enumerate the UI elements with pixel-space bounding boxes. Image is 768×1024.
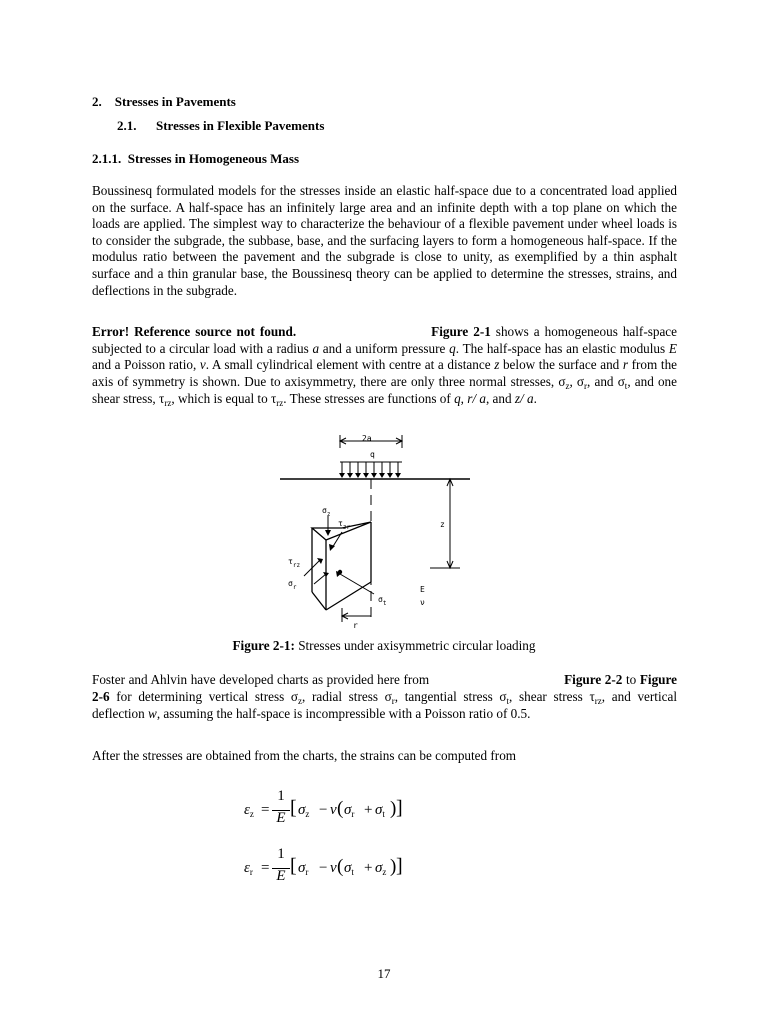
arrow-sigma-r bbox=[314, 574, 326, 584]
label-r: r bbox=[353, 621, 358, 630]
element-centre-point bbox=[338, 570, 342, 574]
section-heading-2-1-1: 2.1.1. Stresses in Homogeneous Mass bbox=[92, 151, 300, 166]
section-heading-2-1: 2.1. Stresses in Flexible Pavements bbox=[117, 118, 325, 133]
paragraph-strains-intro: After the stresses are obtained from the charts, the strains can be computed from bbox=[92, 748, 517, 763]
label-2a: 2a bbox=[362, 434, 372, 443]
element-bottom-left bbox=[312, 592, 326, 610]
label-z: z bbox=[440, 520, 445, 529]
label-q: q bbox=[370, 450, 375, 459]
equation-epsilon-r: $\varepsilon_r$ = 1 E [ $\sigma_r$ − ν ( $\sigma_t$ + $\sigma_z$ ) ] bbox=[244, 846, 403, 884]
error-reference: Error! Reference source not found. bbox=[92, 324, 297, 339]
label-sigma-r: $\sigma_r$ bbox=[288, 579, 297, 591]
figure-2-2-link[interactable]: Figure 2-2 bbox=[564, 672, 623, 687]
section-heading-2: 2. Stresses in Pavements bbox=[92, 94, 236, 109]
figure-2-6-link[interactable]: Figure 2-6 bbox=[92, 672, 677, 704]
label-E: E bbox=[420, 585, 425, 594]
paragraph-foster-ahlvin: Foster and Ahlvin have developed charts as provided here from Figure 2-2 to Figure 2-6 for determining vertical stress $\sigma_z$, radial stress $\sigma_r$, tangential stress $\sigma_t$, shear stress $\tau_{rz}$, and vertical deflection w, assuming the half-space is incompressible with a Poisson ratio of 0.5. bbox=[92, 672, 677, 722]
paragraph-figure-description: Error! Reference source not found. Figure 2-1 shows a homogeneous half-space subjected to a circular load with a radius a and a uniform pressure q. The half-space has an elastic modulus E and a Poisson ratio, v. A small cylindrical element with centre at a distance z below the surface and r from the axis of symmetry is shown. Due to axisymmetry, there are only three normal stresses, $\sigma_z$, $\sigma_r$, and $\sigma_t$, and one shear stress, $\tau_{rz}$, which is equal to $\tau_{rz}$. These stresses are functions of q, r/ a, and z/ a. bbox=[92, 324, 678, 409]
figure-2-1-link[interactable]: Figure 2-1 bbox=[431, 324, 491, 339]
label-sigma-t: $\sigma_t$ bbox=[378, 595, 387, 607]
page-number: 17 bbox=[377, 966, 391, 981]
paragraph-boussinesq: Boussinesq formulated models for the stresses inside an elastic half-space due to a concentrated load applied on the surface. A half-space has an infinitely large area and an infinite depth with a top plane on which the loads are applied. The simplest way to characterize the behaviour of a flexible pavement under wheel loads is to consider the subgrade, the subbase, base, and the surfacing layers to form a homogeneous half-space. If the modulus ratio between the pavement and the subgrade is close to unity, as exemplified by a thin asphalt surface and a thin granular base, the Boussinesq theory can be applied to determine the stresses, strains, and deflections in the subgrade. bbox=[92, 183, 677, 298]
figure-axisymmetric-loading bbox=[270, 432, 480, 632]
element-bottom-right bbox=[326, 582, 371, 610]
label-tau-zr: $\tau_{zr}$ bbox=[338, 519, 351, 531]
figure-caption: Figure 2-1: Stresses under axisymmetric circular loading bbox=[232, 638, 536, 653]
label-tau-rz: $\tau_{rz}$ bbox=[288, 557, 301, 569]
label-nu: ν bbox=[420, 598, 425, 607]
label-sigma-z: $\sigma_z$ bbox=[322, 506, 331, 518]
equation-epsilon-z: $\varepsilon_z$ = 1 E [ $\sigma_z$ − ν ( $\sigma_r$ + $\sigma_t$ ) ] bbox=[244, 788, 403, 826]
